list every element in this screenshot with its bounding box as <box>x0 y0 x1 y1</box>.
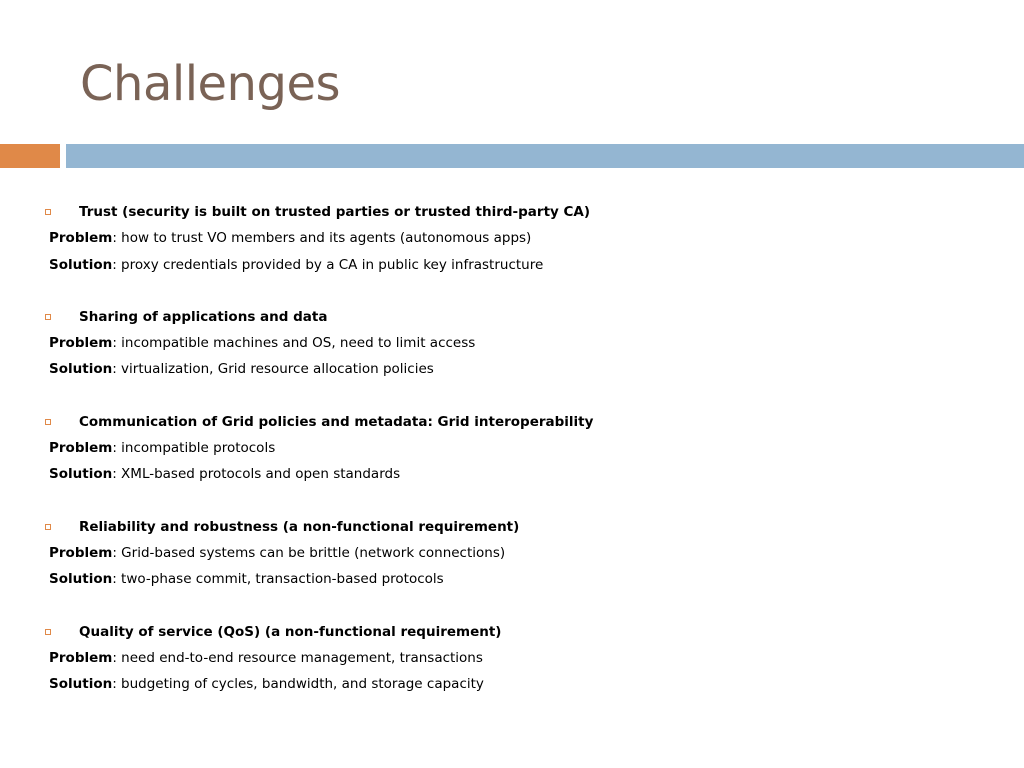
problem-line <box>44 330 984 356</box>
problem-text: : incompatible protocols <box>112 440 276 457</box>
problem-line <box>44 435 984 461</box>
topic-qos <box>44 619 984 698</box>
problem-text: : need end-to-end resource management, transactions <box>112 649 483 666</box>
solution-label: Solution <box>49 466 113 483</box>
topic-heading-line <box>44 199 984 225</box>
topic-reliability <box>44 514 984 593</box>
problem-text: : incompatible machines and OS, need to limit access <box>112 335 476 352</box>
problem-label: Problem <box>49 440 113 457</box>
topic-communication <box>44 409 984 488</box>
solution-label: Solution <box>49 571 113 588</box>
problem-line <box>44 645 984 671</box>
topic-heading-line <box>44 619 984 645</box>
topic-heading: Trust (security is built on trusted parties or trusted third-party CA) <box>79 204 591 220</box>
topic-heading: Sharing of applications and data <box>79 308 328 325</box>
slide-title: Challenges <box>80 56 340 112</box>
slide-content <box>44 199 984 723</box>
topic-heading-line <box>44 409 984 435</box>
problem-line <box>44 225 984 251</box>
solution-label: Solution <box>49 676 113 693</box>
solution-text: : proxy credentials provided by a CA in public key infrastructure <box>112 256 544 273</box>
solution-label: Solution <box>49 361 113 378</box>
topic-heading-line <box>44 514 984 540</box>
topic-sharing <box>44 304 984 383</box>
problem-text: : how to trust VO members and its agents (autonomous apps) <box>112 230 532 247</box>
solution-line <box>44 461 984 487</box>
solution-line <box>44 252 984 278</box>
topic-trust <box>44 199 984 278</box>
solution-label: Solution <box>49 256 113 273</box>
square-bullet-icon <box>45 419 51 425</box>
solution-text: : virtualization, Grid resource allocation policies <box>112 361 434 378</box>
problem-label: Problem <box>49 544 113 561</box>
accent-bar-orange <box>0 144 60 168</box>
solution-text: : XML-based protocols and open standards <box>112 466 401 483</box>
square-bullet-icon <box>45 629 51 635</box>
problem-text: : Grid-based systems can be brittle (network connections) <box>112 544 506 561</box>
problem-label: Problem <box>49 335 113 352</box>
square-bullet-icon <box>45 314 51 320</box>
solution-line <box>44 566 984 592</box>
solution-line <box>44 671 984 697</box>
square-bullet-icon <box>45 524 51 530</box>
topic-heading-line <box>44 304 984 330</box>
accent-bar-blue <box>66 144 1024 168</box>
solution-text: : budgeting of cycles, bandwidth, and storage capacity <box>112 676 484 693</box>
solution-line <box>44 356 984 382</box>
solution-text: : two-phase commit, transaction-based protocols <box>112 571 444 588</box>
square-bullet-icon <box>45 209 51 215</box>
problem-label: Problem <box>49 230 113 247</box>
topic-heading: Communication of Grid policies and metadata: Grid interoperability <box>79 413 594 430</box>
topic-heading: Quality of service (QoS) (a non-functional requirement) <box>79 623 502 640</box>
problem-label: Problem <box>49 649 113 666</box>
problem-line <box>44 540 984 566</box>
topic-heading: Reliability and robustness (a non-functional requirement) <box>79 518 520 535</box>
